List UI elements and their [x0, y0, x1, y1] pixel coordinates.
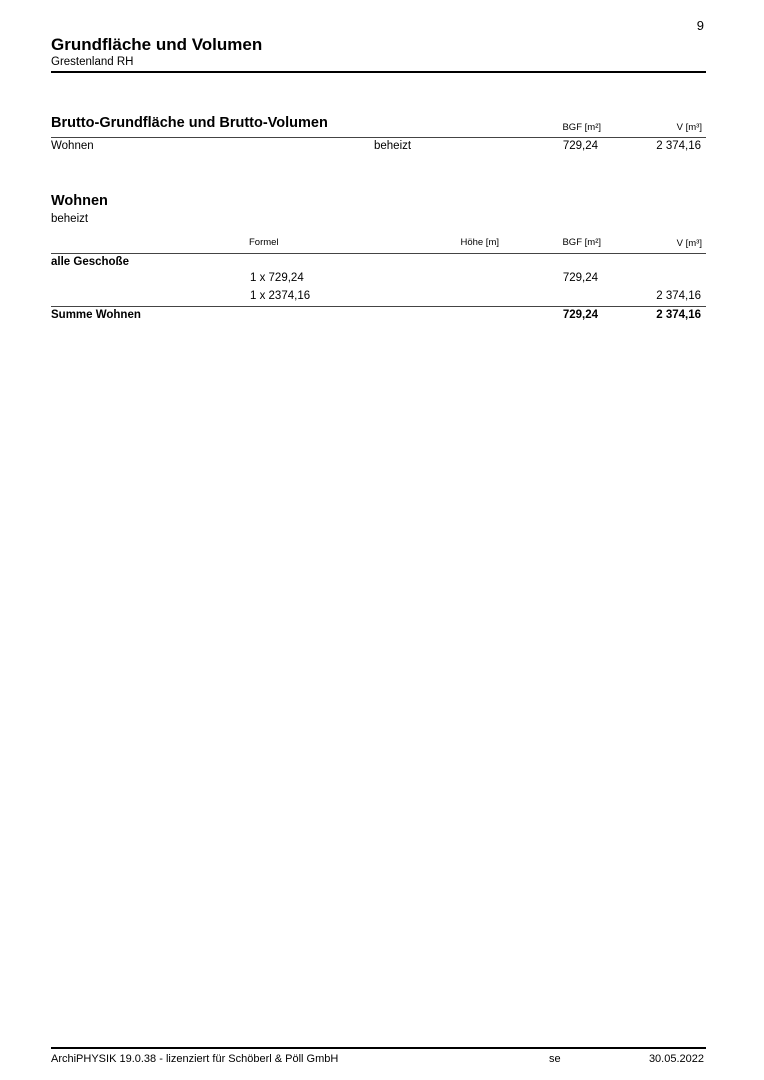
detail-col-v: V [m³]	[676, 238, 702, 249]
summary-row-name: Wohnen	[51, 140, 94, 152]
detail-section-subtitle: beheizt	[51, 213, 89, 225]
project-name: Grestenland RH	[51, 56, 134, 68]
header-divider	[51, 71, 706, 73]
footer-author: se	[549, 1053, 561, 1065]
footer-date: 30.05.2022	[648, 1053, 704, 1065]
detail-total-divider	[51, 306, 706, 307]
summary-row-v: 2 374,16	[656, 140, 701, 152]
summary-col-bgf: BGF [m²]	[562, 122, 601, 133]
detail-row-formel: 1 x 2374,16	[250, 290, 311, 302]
detail-col-bgf: BGF [m²]	[562, 237, 601, 248]
summary-row-type: beheizt	[374, 140, 412, 152]
detail-col-formel: Formel	[249, 237, 279, 248]
detail-row-formel: 1 x 729,24	[250, 272, 304, 284]
summary-header-divider	[51, 137, 706, 138]
summary-section-title: Brutto-Grundfläche und Brutto-Volumen	[51, 115, 328, 131]
detail-row-v: 2 374,16	[656, 290, 701, 302]
page-number: 9	[696, 18, 704, 33]
summary-row-bgf: 729,24	[562, 140, 598, 152]
detail-group-label: alle Geschoße	[51, 256, 129, 268]
summary-col-v: V [m³]	[676, 122, 702, 133]
footer-software-license: ArchiPHYSIK 19.0.38 - lizenziert für Schöberl & Pöll GmbH	[51, 1053, 339, 1065]
detail-header-divider	[51, 253, 706, 254]
page-title: Grundfläche und Volumen	[51, 35, 263, 54]
detail-total-v: 2 374,16	[656, 309, 701, 321]
detail-row-bgf: 729,24	[562, 272, 598, 284]
detail-col-hoehe: Höhe [m]	[460, 237, 499, 248]
detail-section-title: Wohnen	[51, 193, 108, 209]
detail-total-bgf: 729,24	[562, 309, 598, 321]
detail-total-label: Summe Wohnen	[51, 309, 141, 321]
footer-divider	[51, 1047, 706, 1049]
